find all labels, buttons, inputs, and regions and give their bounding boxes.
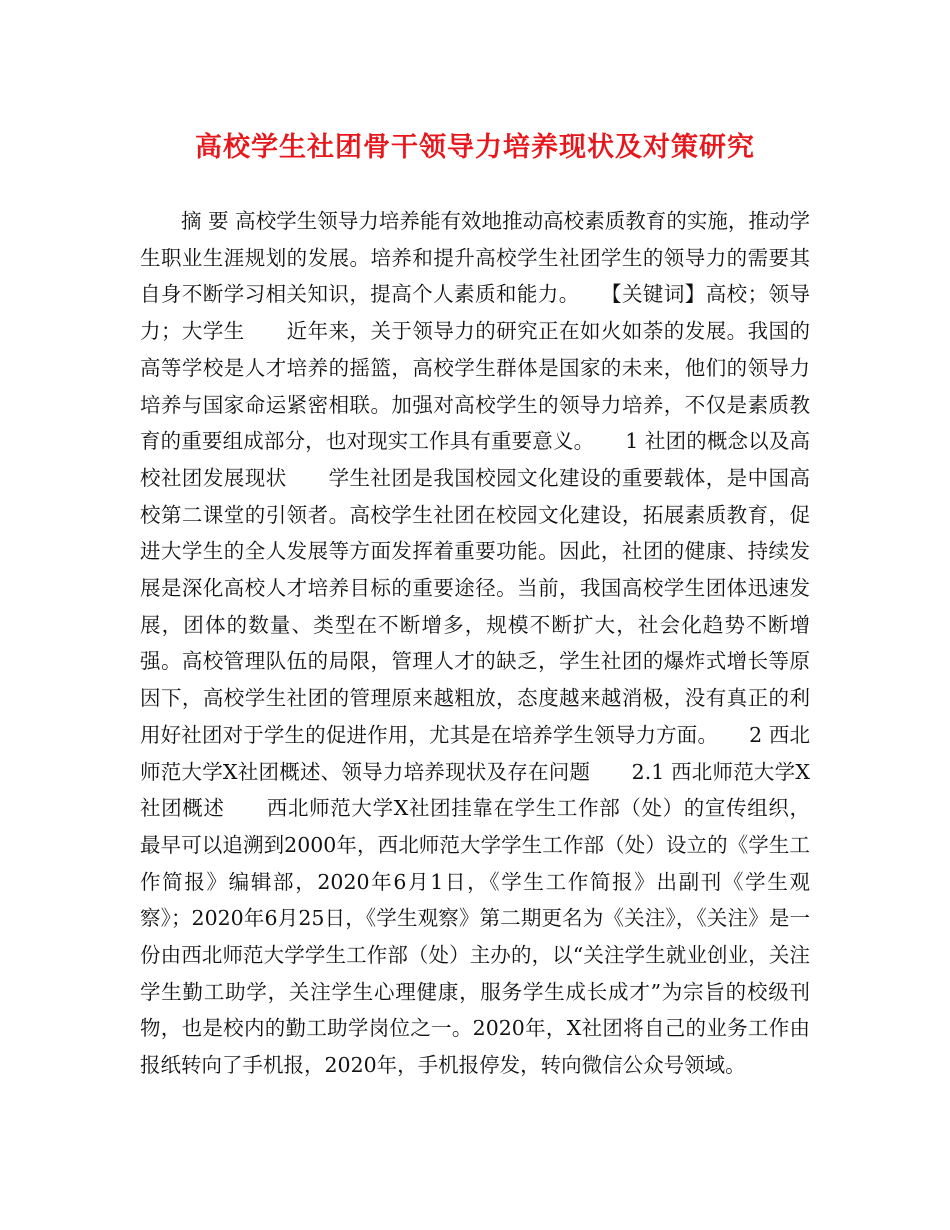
document-title: 高校学生社团骨干领导力培养现状及对策研究 — [195, 132, 755, 163]
body-paragraph: 摘 要 高校学生领导力培养能有效地推动高校素质教育的实施，推动学生职业生涯规划的发展。培养和提升高校学生社团学生的领导力的需要其自身不断学习相关知识，提高个人素质和能力。 【关键词】高校；领导力；大学生 近年来，关于领导力的研究正在如火如荼的发展。我国的高等学校是人才培养的摇篮，高校学生群体是国家的未来，他们的领导力培养与国家命运紧密相联。加强对高校学生的领导力培养，不仅是素质教育的重要组成部分，也对现实工作具有重要意义。 1 社团的概念以及高校社团发展现状 学生社团是我国校园文化建设的重要载体，是中国高校第二课堂的引领者。高校学生社团在校园文化建设，拓展素质教育，促进大学生的全人发展等方面发挥着重要功能。因此，社团的健康、持续发展是深化高校人才培养目标的重要途径。当前，我国高校学生团体迅速发展，团体的数量、类型在不断增多，规模不断扩大，社会化趋势不断增强。高校管理队伍的局限，管理人才的缺乏，学生社团的爆炸式增长等原因下，高校学生社团的管理原来越粗放，态度越来越消极，没有真正的利用好社团对于学生的促进作用，尤其是在培养学生领导力方面。 2 西北师范大学X社团概述、领导力培养现状及存在问题 2.1 西北师范大学X社团概述 西北师范大学X社团挂靠在学生工作部（处）的宣传组织，最早可以追溯到2000年，西北师范大学学生工作部（处）设立的《学生工作简报》编辑部，2020年6月1日，《学生工作简报》出副刊《学生观察》；2020年6月25日，《学生观察》第二期更名为《关注》，《关注》是一份由西北师范大学学生工作部（处）主办的，以“关注学生就业创业，关注学生勤工助学，关注学生心理健康，服务学生成长成才”为宗旨的校级刊物，也是校内的勤工助学岗位之一。2020年，X社团将自己的业务工作由报纸转向了手机报，2020年，手机报停发，转向微信公众号领域。 — [140, 209, 810, 1078]
document-body — [140, 203, 810, 1084]
